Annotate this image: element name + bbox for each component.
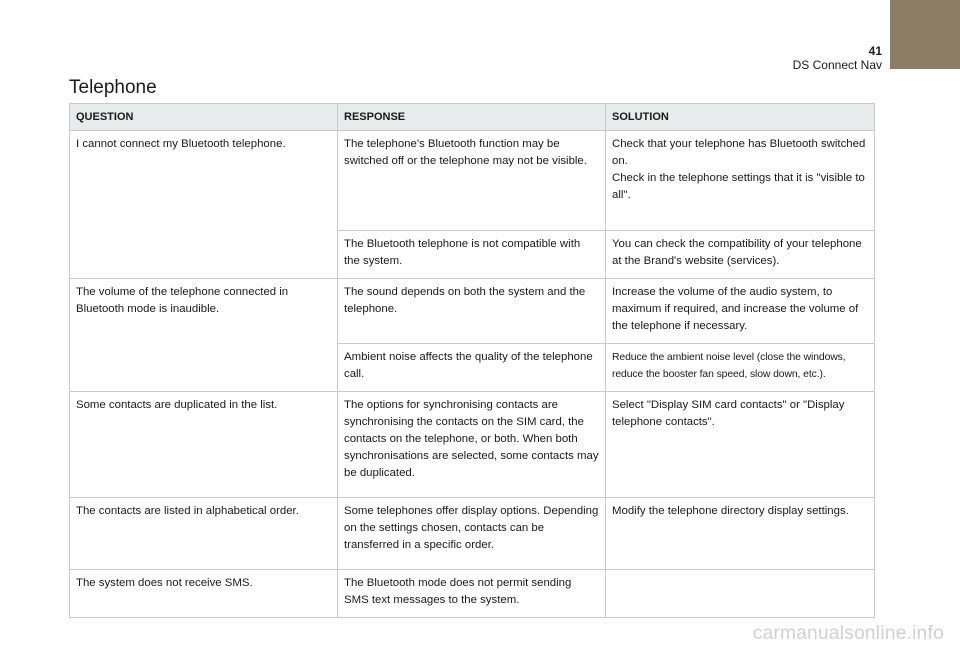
solution-cell: You can check the compatibility of your telephone at the Brand's website (services).: [606, 231, 875, 279]
column-header-response: RESPONSE: [338, 104, 606, 131]
response-cell: The options for synchronising contacts are synchronising the contacts on the SIM card, the contacts on the telephone, or both. When both synchronisations are selected, some contacts may be duplicated.: [338, 392, 606, 498]
page-title: Telephone: [69, 77, 157, 98]
page-number: 41: [868, 44, 882, 58]
section-name: DS Connect Nav: [792, 58, 882, 72]
response-cell: The sound depends on both the system and the telephone.: [338, 279, 606, 344]
response-cell: The Bluetooth telephone is not compatible with the system.: [338, 231, 606, 279]
table-row: [70, 131, 875, 231]
response-cell: Ambient noise affects the quality of the telephone call.: [338, 344, 606, 392]
question-cell: The contacts are listed in alphabetical order.: [70, 498, 338, 570]
question-cell: Some contacts are duplicated in the list.: [70, 392, 338, 498]
solution-line: Check in the telephone settings that it is "visible to all".: [612, 172, 865, 201]
solution-cell: [606, 131, 875, 231]
solution-cell: [606, 570, 875, 618]
response-cell: The Bluetooth mode does not permit sending SMS text messages to the system.: [338, 570, 606, 618]
table-row: [70, 570, 875, 618]
response-cell: Some telephones offer display options. Depending on the settings chosen, contacts can be transferred in a specific order.: [338, 498, 606, 570]
table-row: [70, 498, 875, 570]
question-cell: The volume of the telephone connected in Bluetooth mode is inaudible.: [70, 279, 338, 392]
faq-table: [69, 103, 875, 618]
table-row: [70, 279, 875, 344]
watermark: carmanualsonline.info: [752, 623, 944, 644]
column-header-question: QUESTION: [70, 104, 338, 131]
solution-cell: Modify the telephone directory display settings.: [606, 498, 875, 570]
solution-cell: Select "Display SIM card contacts" or "Display telephone contacts".: [606, 392, 875, 498]
table-header-row: [70, 104, 875, 131]
column-header-solution: SOLUTION: [606, 104, 875, 131]
solution-cell: Increase the volume of the audio system, to maximum if required, and increase the volume of the telephone if necessary.: [606, 279, 875, 344]
response-cell: The telephone's Bluetooth function may be switched off or the telephone may not be visible.: [338, 131, 606, 231]
table-row: [70, 392, 875, 498]
corner-tab: [890, 0, 960, 69]
question-cell: The system does not receive SMS.: [70, 570, 338, 618]
question-cell: I cannot connect my Bluetooth telephone.: [70, 131, 338, 279]
solution-line: Check that your telephone has Bluetooth switched on.: [612, 138, 866, 167]
solution-cell: Reduce the ambient noise level (close the windows, reduce the booster fan speed, slow down, etc.).: [606, 344, 875, 392]
